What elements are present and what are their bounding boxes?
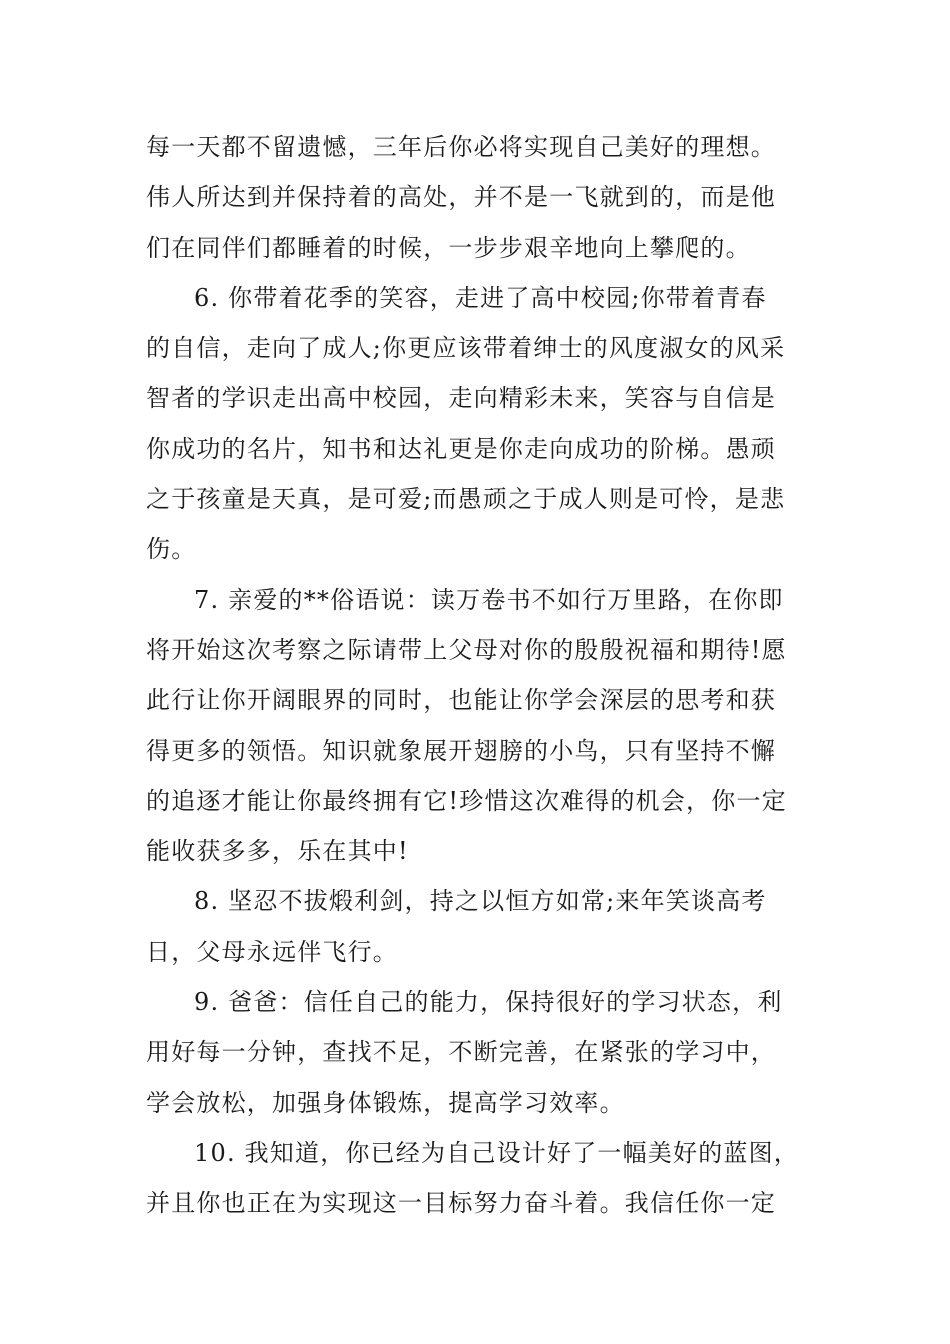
text-line: 能收获多多，乐在其中! [146, 837, 409, 866]
text-line: 智者的学识走出高中校园，走向精彩未来，笑容与自信是 [146, 384, 776, 413]
text-line: 伟人所达到并保持着的高处，并不是一飞就到的，而是他 [146, 183, 776, 212]
text-line: 得更多的领悟。知识就象展开翅膀的小鸟，只有坚持不懈 [146, 736, 776, 765]
text-line: 你成功的名片，知书和达礼更是你走向成功的阶梯。愚顽 [146, 434, 776, 463]
text-line: 的自信，走向了成人;你更应该带着绅士的风度淑女的风采 [146, 334, 786, 363]
text-line: 的追逐才能让你最终拥有它!珍惜这次难得的机会，你一定 [146, 786, 787, 815]
text-line: 们在同伴们都睡着的时候，一步步艰辛地向上攀爬的。 [146, 233, 751, 262]
text-line: 并且你也正在为实现这一目标努力奋斗着。我信任你一定 [146, 1189, 776, 1218]
text-line: 之于孩童是天真，是可爱;而愚顽之于成人则是可怜，是悲 [146, 485, 786, 514]
text-line: 学会放松，加强身体锻炼，提高学习效率。 [146, 1088, 625, 1117]
text-line: 此行让你开阔眼界的同时，也能让你学会深层的思考和获 [146, 686, 776, 715]
text-line: 7. 亲爱的**俗语说：读万卷书不如行万里路，在你即 [194, 585, 784, 614]
text-line: 将开始这次考察之际请带上父母对你的殷殷祝福和期待!愿 [146, 635, 787, 664]
text-line: 6. 你带着花季的笑容，走进了高中校园;你带着青春 [194, 283, 767, 312]
text-line: 8. 坚忍不拔煅利剑，持之以恒方如常;来年笑谈高考 [194, 887, 767, 916]
text-line: 日，父母永远伴飞行。 [146, 937, 398, 966]
text-line: 10. 我知道，你已经为自己设计好了一幅美好的蓝图， [194, 1138, 799, 1167]
text-line: 9. 爸爸：信任自己的能力，保持很好的学习状态，利 [194, 988, 783, 1017]
text-line: 每一天都不留遗憾，三年后你必将实现自己美好的理想。 [146, 133, 776, 161]
document-body [146, 122, 816, 1229]
text-line: 用好每一分钟，查找不足，不断完善，在紧张的学习中， [146, 1038, 776, 1067]
text-line: 伤。 [146, 535, 197, 564]
